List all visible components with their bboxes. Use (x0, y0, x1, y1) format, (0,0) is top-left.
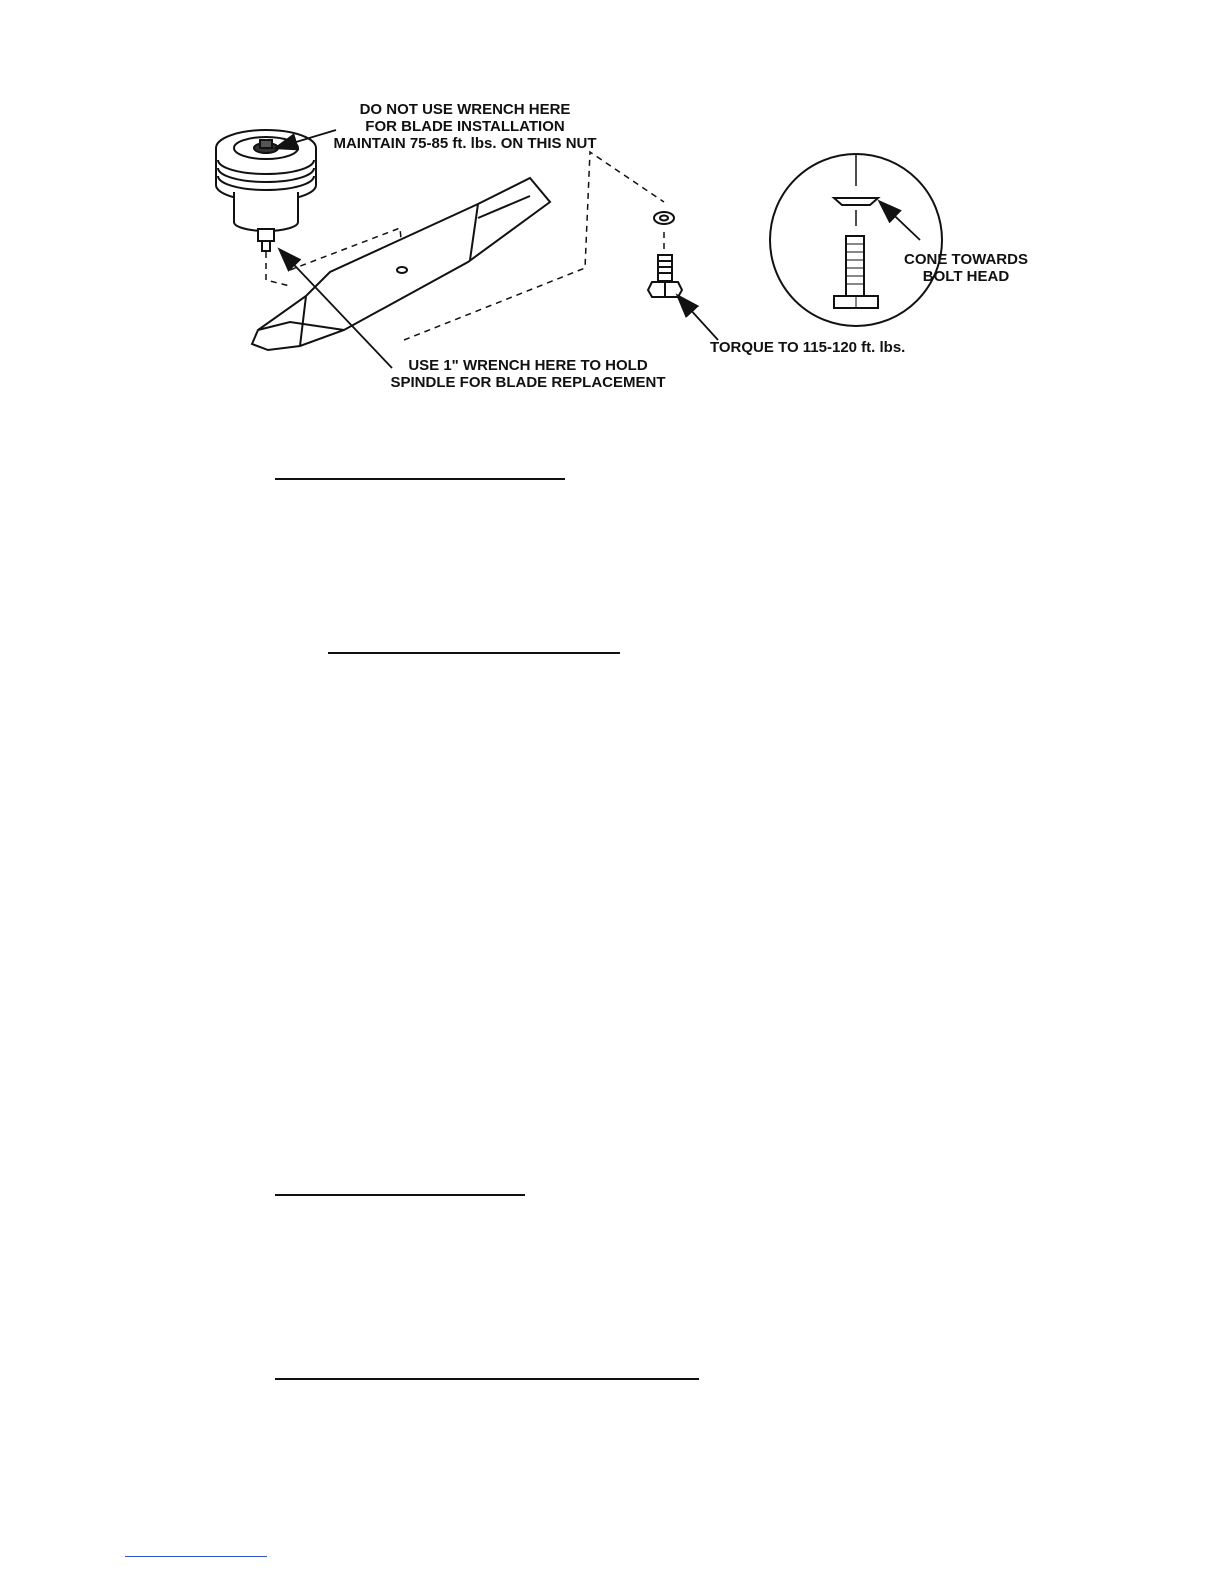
footer-link-rule[interactable] (125, 1556, 267, 1557)
callout-wrench-warning-line2: FOR BLADE INSTALLATION (365, 118, 565, 135)
callout-wrench-warning-line1: DO NOT USE WRENCH HERE (359, 101, 571, 118)
heading-rule-3 (275, 1194, 525, 1196)
blade-installation-diagram (0, 0, 1224, 420)
heading-rule-2 (328, 652, 620, 654)
detail-circle (770, 154, 942, 326)
arrow-torque (678, 296, 718, 340)
heading-rule-4 (275, 1378, 699, 1380)
callout-cone-line2: BOLT HEAD (922, 268, 1010, 285)
cone-washer (654, 212, 674, 224)
callout-wrench-warning-line3: MAINTAIN 75-85 ft. lbs. ON THIS NUT (333, 135, 597, 152)
callout-cone-line1: CONE TOWARDS (904, 251, 1028, 268)
callout-hold-spindle-line2: SPINDLE FOR BLADE REPLACEMENT (390, 374, 666, 391)
spindle-pulley (216, 130, 316, 251)
heading-rule-1 (275, 478, 565, 480)
callout-torque: TORQUE TO 115-120 ft. lbs. (710, 339, 906, 356)
callout-hold-spindle-line1: USE 1" WRENCH HERE TO HOLD (408, 357, 648, 374)
blade-bolt (648, 255, 682, 297)
